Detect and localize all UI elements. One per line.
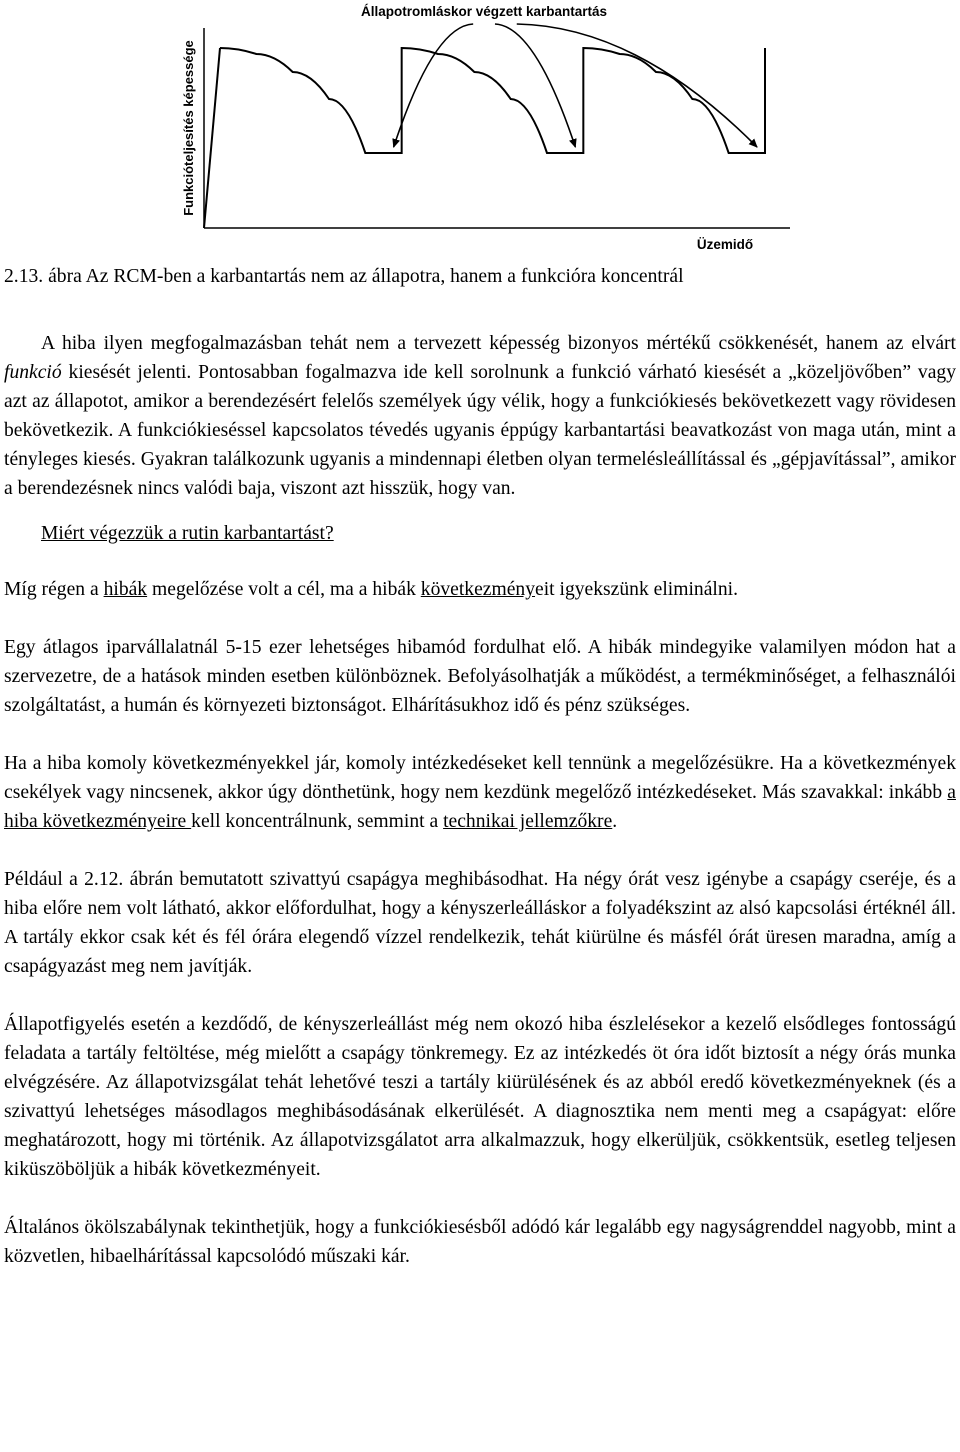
paragraph-7: Általános ökölszabálynak tekinthetjük, hogy a funkciókiesésből adódó kár legalább egy nagyságrenddel nagyobb, mint a közvetlen, hibaelhárítással kapcsolódó műszaki kár. <box>4 1217 956 1267</box>
plot-area <box>204 48 765 228</box>
paragraph-1 <box>4 329 956 503</box>
figure-caption: 2.13. ábra Az RCM-ben a karbantartás nem az állapotra, hanem a funkcióra koncentrál <box>4 266 684 287</box>
maintenance-arrow-1 <box>394 24 473 147</box>
paragraph-1-emphasis: funkció <box>4 362 62 383</box>
section-question <box>4 519 956 548</box>
paragraph-4-underlined-1: a hiba következményeire <box>4 782 956 832</box>
paragraph-4-underlined-2: technikai jellemzőkre <box>443 811 613 832</box>
paragraph-4-part-1: Ha a hiba komoly következményekkel jár, komoly intézkedéseket kell tennünk a megelőzésükre. Ha a következmények csekélyek vagy nincsenek, akkor úgy dönthetünk, hogy nem kezdünk megelőző intézkedéseket. Más szavakkal: inkább <box>4 753 956 803</box>
maintenance-figure <box>160 0 800 262</box>
maintenance-arrow-3 <box>517 24 757 147</box>
paragraph-4-part-2: kell koncentrálnunk, semmint a <box>191 811 444 832</box>
chart-title: Állapotromláskor végzett karbantartás <box>360 4 608 19</box>
paragraph-6: Állapotfigyelés esetén a kezdődő, de kényszerleállást még nem okozó hiba észlelésekor a kezelő elsődleges fontosságú feladata a tartály feltöltése, még mielőtt a csapágy tönkremegy. Ez az intézkedés öt óra időt biztosít a négy órás munka elvégzésére. Az állapotvizsgálat tehát lehetővé teszi a tartály kiürülésének és az abból eredő következményeknek (és a szivattyú lehetséges másodlagos meghibásodásának elkerülését. A diagnosztika nem menti meg a csapágyat: előre meghatározott, hogy mi történik. Az állapotvizsgálatot arra alkalmazzuk, hogy elkerüljük, csökkentsük, esetleg teljesen kiküszöböljük a hibák következményeit. <box>4 1014 956 1180</box>
condition-maintenance-chart <box>160 0 800 262</box>
paragraph-2 <box>4 575 956 604</box>
maintenance-arrow-2 <box>495 24 575 147</box>
paragraph-2-underlined-1: hibák <box>103 579 148 600</box>
paragraph-3: Egy átlagos iparvállalatnál 5-15 ezer lehetséges hibamód fordulhat elő. A hibák mindegyike valamilyen módon hat a szervezetre, de a hatások minden esetben különböznek. Befolyásolhatják a működést, a termékminőséget, a felhasználói szolgáltatást, a humán és környezeti biztonságot. Elhárításukhoz idő és pénz szükséges. <box>4 637 956 716</box>
section-question-text: Miért végezzük a rutin karbantartást? <box>41 523 334 544</box>
x-axis-label: Üzemidő <box>696 237 754 252</box>
paragraph-1-part-2: kiesését jelenti. Pontosabban fogalmazva ide kell sorolnunk a funkció várható kiesését a „közeljövőben” vagy azt az állapotot, amikor a berendezésért felelős személyek úgy vélik, hogy a funkciókiesés bekövetkezett vagy rövidesen bekövetkezik. A funkciókieséssel kapcsolatos tévedés ugyanis éppúgy karbantartási beavatkozást von maga után, mint a tényleges kiesés. Gyakran találkozunk ugyanis a mindennapi életben olyan termelésleállítással és „gépjavítással”, amikor a berendezésnek nincs valódi baja, viszont azt hisszük, hogy van. <box>4 362 956 499</box>
paragraph-4-part-3: . <box>612 811 618 832</box>
paragraph-1-part-1: A hiba ilyen megfogalmazásban tehát nem a tervezett képesség bizonyos mértékű csökkenését, hanem az elvárt <box>41 333 956 354</box>
paragraph-2-part-2: megelőzése volt a cél, ma a hibák <box>147 579 421 600</box>
maintenance-arrows <box>394 24 757 147</box>
paragraph-4 <box>4 749 956 836</box>
y-axis-label: Funkcióteljesítés képessége <box>181 40 196 216</box>
paragraph-2-part-1: Míg régen a <box>4 579 104 600</box>
capability-curve <box>220 48 765 153</box>
curve-lead-in <box>204 48 220 228</box>
paragraph-2-underlined-2: következmény <box>420 579 536 600</box>
paragraph-2-part-3: eit igyekszünk eliminálni. <box>535 579 739 600</box>
document-body <box>4 262 956 1271</box>
paragraph-5: Például a 2.12. ábrán bemutatott szivattyú csapágya meghibásodhat. Ha négy órát vesz igénybe a csapágy cseréje, és a hiba előre nem volt látható, akkor előfordulhat, hogy a kényszerleálláskor a folyadékszint az alsó kapcsolási értéknél áll. A tartály ekkor csak két és fél órára elegendő vízzel rendelkezik, tehát kiürülne és másfél órát üresen maradna, amíg a csapágyazást meg nem javítják. <box>4 869 956 977</box>
